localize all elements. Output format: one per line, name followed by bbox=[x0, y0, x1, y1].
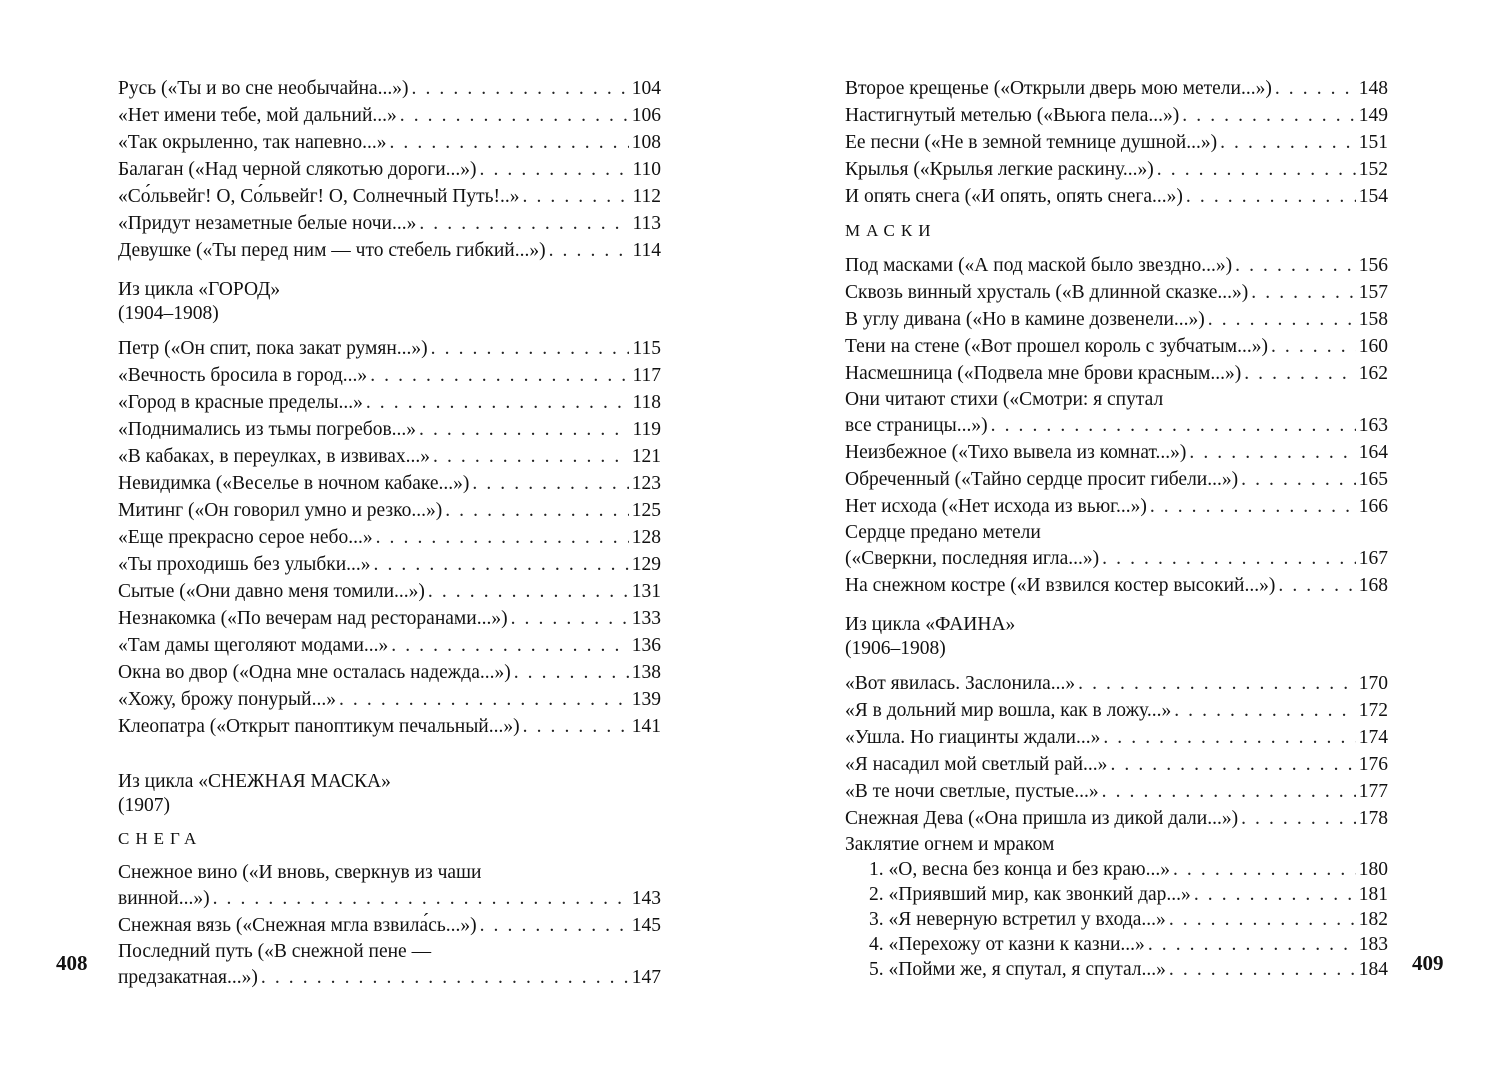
page-number-left: 408 bbox=[56, 951, 88, 975]
toc-entry: «Так окрыленно, так напевно...» . . . 108 bbox=[118, 129, 661, 156]
toc-entry: Неизбежное («Тихо вывела из комнат...») . . . 164 bbox=[845, 439, 1388, 466]
toc-entry: Невидимка («Веселье в ночном кабаке...») . . . 123 bbox=[118, 470, 661, 497]
toc-entry-line1: Последний путь («В снежной пене — bbox=[118, 941, 432, 962]
toc-entry: Настигнутый метелью («Вьюга пела...») . . . 149 bbox=[845, 102, 1388, 129]
toc-entry: «В те ночи светлые, пустые...» . . . 177 bbox=[845, 778, 1388, 805]
toc-entry: Второе крещенье («Открыли дверь мою метели...») . . . 148 bbox=[845, 75, 1388, 102]
toc-entry-line1: Они читают стихи («Смотри: я спутал bbox=[845, 389, 1164, 410]
toc-entry: «Поднимались из тьмы погребов...» . . . 119 bbox=[118, 416, 661, 443]
toc-entry: «Там дамы щеголяют модами...» . . . 136 bbox=[118, 632, 661, 659]
toc-entry: «Я насадил мой светлый рай...» . . . 176 bbox=[845, 751, 1388, 778]
toc-entry-numbered: 2. «Приявший мир, как звонкий дар...» . . . 181 bbox=[845, 882, 1388, 907]
toc-entry: Снежная Дева («Она пришла из дикой дали...») . . . 178 bbox=[845, 805, 1388, 832]
toc-entry: Ее песни («Не в земной темнице душной...») . . . 151 bbox=[845, 129, 1388, 156]
toc-entry: Окна во двор («Одна мне осталась надежда...») . . . 138 bbox=[118, 659, 661, 686]
toc-entry: Под масками («А под маской было звездно...») . . . 156 bbox=[845, 252, 1388, 279]
section-title: СНЕГА bbox=[118, 829, 203, 848]
section-title: МАСКИ bbox=[845, 221, 937, 240]
toc-entry-line1: Снежное вино («И вновь, сверкнув из чаши bbox=[118, 862, 482, 883]
toc-entry: винной...») . . . 143 bbox=[118, 885, 661, 912]
toc-entry: «Вечность бросила в город...» . . . 117 bbox=[118, 362, 661, 389]
toc-entry: Снежная вязь («Снежная мгла взвила́сь...») . . . 145 bbox=[118, 912, 661, 939]
toc-entry-numbered: 5. «Пойми же, я спутал, я спутал...» . . . 184 bbox=[845, 957, 1388, 982]
toc-entry: Балаган («Над черной слякотью дороги...») . . . 110 bbox=[118, 156, 661, 183]
toc-entry: «Придут незаметные белые ночи...» . . . 113 bbox=[118, 210, 661, 237]
toc-entry-numbered: 3. «Я неверную встретил у входа...» . . . 182 bbox=[845, 907, 1388, 932]
toc-entry: все страницы...») . . . 163 bbox=[845, 412, 1388, 439]
cycle-heading: Из цикла «ГОРОД» bbox=[118, 279, 281, 300]
toc-entry: «Еще прекрасно серое небо...» . . . 128 bbox=[118, 524, 661, 551]
toc-entry: «Вот явилась. Заслонила...» . . . 170 bbox=[845, 670, 1388, 697]
toc-entry: Тени на стене («Вот прошел король с зубчатым...») . . . 160 bbox=[845, 333, 1388, 360]
toc-entry: Митинг («Он говорил умно и резко...») . . . 125 bbox=[118, 497, 661, 524]
toc-entry: И опять снега («И опять, опять снега...») . . . 154 bbox=[845, 183, 1388, 210]
toc-entry: «Хожу, брожу понурый...» . . . 139 bbox=[118, 686, 661, 713]
toc-entry: Петр («Он спит, пока закат румян...») . . . 115 bbox=[118, 335, 661, 362]
toc-entry: Обреченный («Тайно сердце просит гибели...») . . . 165 bbox=[845, 466, 1388, 493]
toc-entry: В углу дивана («Но в камине дозвенели...») . . . 158 bbox=[845, 306, 1388, 333]
toc-entry: Девушке («Ты перед ним — что стебель гибкий...») . . . 114 bbox=[118, 237, 661, 264]
toc-entry: «В кабаках, в переулках, в извивах...» . . . 121 bbox=[118, 443, 661, 470]
toc-entry: Незнакомка («По вечерам над ресторанами...») . . . 133 bbox=[118, 605, 661, 632]
right-page-toc bbox=[845, 75, 1388, 982]
toc-entry: Сквозь винный хрусталь («В длинной сказке...») . . . 157 bbox=[845, 279, 1388, 306]
toc-entry: Русь («Ты и во сне необычайна...») . . . 104 bbox=[118, 75, 661, 102]
toc-entry: «Нет имени тебе, мой дальний...» . . . 106 bbox=[118, 102, 661, 129]
toc-entry: «Со́львейг! О, Со́львейг! О, Солнечный Путь!..» . . . 112 bbox=[118, 183, 661, 210]
toc-entry-line1: Сердце предано метели bbox=[845, 522, 1041, 543]
left-page-toc bbox=[118, 75, 661, 991]
toc-entry: Насмешница («Подвела мне брови красным...») . . . 162 bbox=[845, 360, 1388, 387]
toc-entry: «Город в красные пределы...» . . . 118 bbox=[118, 389, 661, 416]
cycle-heading: Из цикла «СНЕЖНАЯ МАСКА» bbox=[118, 771, 391, 792]
toc-entry: предзакатная...») . . . 147 bbox=[118, 964, 661, 991]
toc-entry: Клеопатра («Открыт паноптикум печальный...») . . . 141 bbox=[118, 713, 661, 740]
toc-entry-numbered: 4. «Перехожу от казни к казни...» . . . 183 bbox=[845, 932, 1388, 957]
toc-entry: «Ушла. Но гиацинты ждали...» . . . 174 bbox=[845, 724, 1388, 751]
toc-entry: «Ты проходишь без улыбки...» . . . 129 bbox=[118, 551, 661, 578]
page-number-right: 409 bbox=[1412, 951, 1444, 975]
toc-entry-numbered: 1. «О, весна без конца и без краю...» . . . 180 bbox=[845, 857, 1388, 882]
toc-entry: Нет исхода («Нет исхода из вьюг...») . . . 166 bbox=[845, 493, 1388, 520]
cycle-years: (1907) bbox=[118, 795, 170, 816]
cycle-years: (1904–1908) bbox=[118, 303, 219, 324]
cycle-years: (1906–1908) bbox=[845, 638, 946, 659]
cycle-heading: Из цикла «ФАИНА» bbox=[845, 614, 1016, 635]
subheading: Заклятие огнем и мраком bbox=[845, 834, 1055, 855]
toc-entry: «Я в дольний мир вошла, как в ложу...» . . . 172 bbox=[845, 697, 1388, 724]
toc-entry: Сытые («Они давно меня томили...») . . . 131 bbox=[118, 578, 661, 605]
toc-entry: («Сверкни, последняя игла...») . . . 167 bbox=[845, 545, 1388, 572]
toc-entry: На снежном костре («И взвился костер высокий...») . . . 168 bbox=[845, 572, 1388, 599]
toc-entry: Крылья («Крылья легкие раскину...») . . . 152 bbox=[845, 156, 1388, 183]
